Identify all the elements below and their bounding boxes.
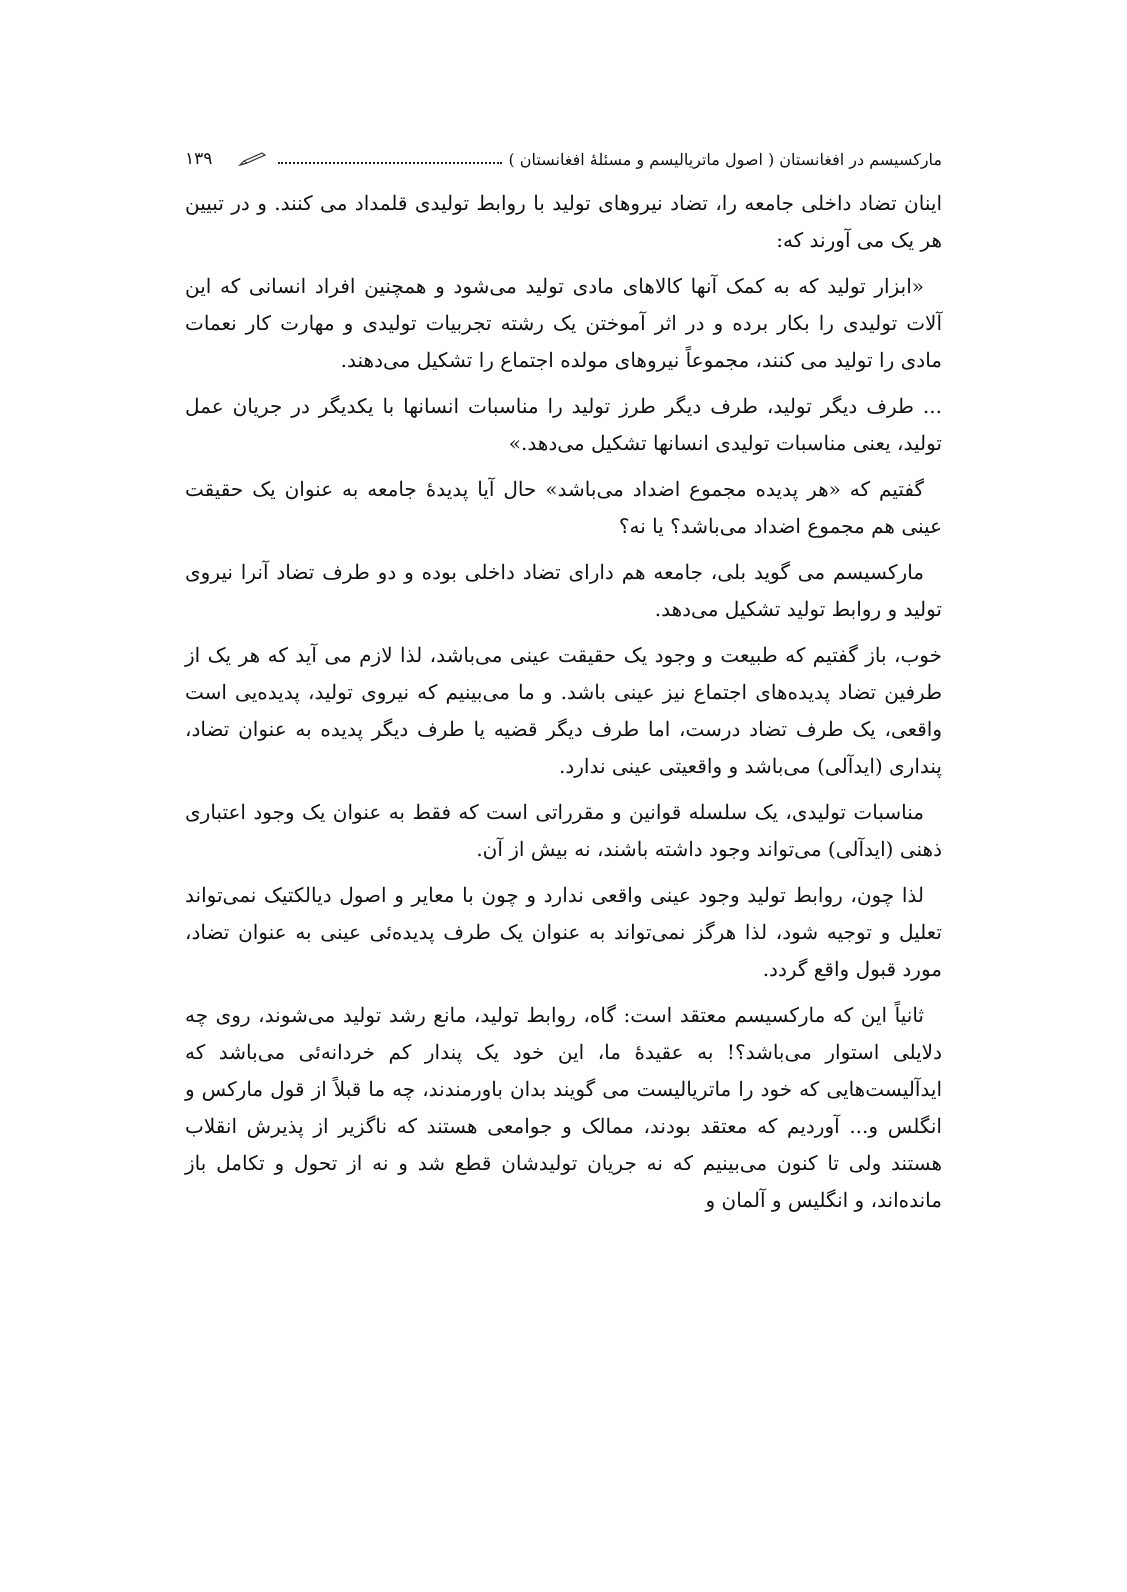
- paragraph: مارکسیسم می گوید بلی، جامعه هم دارای تضاد داخلی بوده و دو طرف تضاد آنرا نیروی تولید و روابط تولید تشکیل می‌دهد.: [185, 560, 942, 621]
- quote-paragraph: ... طرف دیگر تولید، طرف دیگر طرز تولید را مناسبات انسانها با یکدیگر در جریان عمل تولید، یعنی مناسبات تولیدی انسانها تشکیل می‌دهد.»: [185, 394, 942, 455]
- paragraph: گفتیم که «هر پدیده مجموع اضداد می‌باشد» حال آیا پدیدهٔ جامعه به عنوان یک حقیقت عینی هم مجموع اضداد می‌باشد؟ یا نه؟: [185, 477, 942, 538]
- paragraph: ثانیاً این که مارکسیسم معتقد است: گاه، روابط تولید، مانع رشد تولید می‌شوند، روی چه دلایلی استوار می‌باشد؟! به عقیدهٔ ما، این خود یک پندار کم خردانه‌ئی می‌باشد که ایدآلیست‌هایی که خود را ماتریالیست می گویند بدان باورمندند، چه ما قبلاً از قول مارکس و انگلس و... آوردیم که معتقد بودند، ممالک و جوامعی هستند که ناگزیر از پذیرش انقلاب هستند ولی تا کنون می‌بینیم که نه جریان تولیدشان قطع شد و نه از تحول و تکامل باز مانده‌اند، و انگلیس و آلمان و: [185, 1003, 942, 1212]
- paragraph: خوب، باز گفتیم که طبیعت و وجود یک حقیقت عینی می‌باشد، لذا لازم می آید که هر یک از طرفین تضاد پدیده‌های اجتماع نیز عینی باشد. و ما می‌بینیم که نیروی تولید، پدیده‌یی است واقعی، یک طرف تضاد درست، اما طرف دیگر قضیه یا طرف دیگر پدیده به عنوان تضاد، پنداری (ایدآلی) می‌باشد و واقعیتی عینی ندارد.: [185, 643, 942, 778]
- header-title: مارکسیسم در افغانستان ( اصول ماتریالیسم و مسئلهٔ افغانستان ): [508, 149, 942, 169]
- pen-icon: [238, 151, 268, 167]
- quote-paragraph: «ابزار تولید که به کمک آنها کالاهای مادی تولید می‌شود و همچنین افراد انسانی که این آلات تولیدی را بکار برده و در اثر آموختن یک رشته تجربیات تولیدی و مهارت کار نعمات مادی را تولید می کنند، مجموعاً نیروهای مولده اجتماع را تشکیل می‌دهند.: [185, 274, 942, 372]
- paragraph: مناسبات تولیدی، یک سلسله قوانین و مقرراتی است که فقط به عنوان یک وجود اعتباری ذهنی (ایدآلی) می‌تواند وجود داشته باشند، نه بیش از آن.: [185, 800, 942, 861]
- paragraph: اینان تضاد داخلی جامعه را، تضاد نیروهای تولید با روابط تولیدی قلمداد می کنند. و در تبیین هر یک می آورند که:: [185, 191, 942, 252]
- page-number: ۱۳۹: [185, 149, 213, 169]
- header-leader-dots: [278, 162, 502, 164]
- paragraph: لذا چون، روابط تولید وجود عینی واقعی ندارد و چون با معایر و اصول دیالکتیک نمی‌تواند تعلیل و توجیه شود، لذا هرگز نمی‌تواند به عنوان یک طرف پدیده‌ئی عینی به عنوان تضاد، مورد قبول واقع گردد.: [185, 883, 942, 981]
- running-header: [185, 143, 942, 175]
- body-text: [185, 185, 942, 1228]
